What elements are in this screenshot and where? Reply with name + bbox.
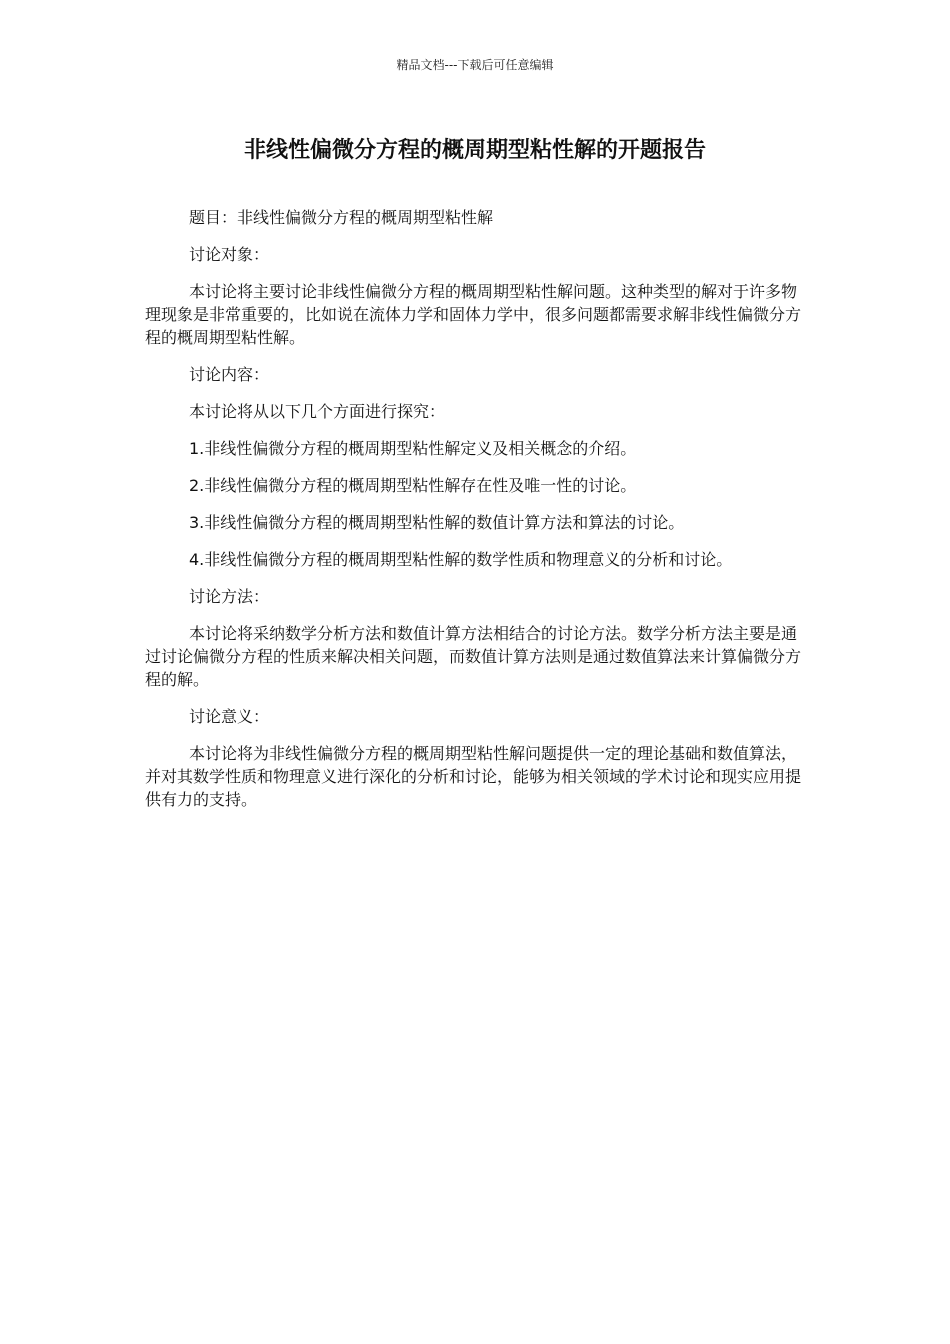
section-heading-object: 讨论对象： (189, 245, 270, 264)
section-heading-significance: 讨论意义： (189, 707, 270, 726)
section-heading-method: 讨论方法： (189, 587, 270, 606)
paragraph-significance: 本讨论将为非线性偏微分方程的概周期型粘性解问题提供一定的理论基础和数值算法，并对其数学性质和物理意义进行深化的分析和讨论，能够为相关领域的学术讨论和现实应用提供有力的支持。 (145, 744, 802, 809)
paragraph-content-intro: 本讨论将从以下几个方面进行探究： (189, 402, 446, 421)
list-item: 2.非线性偏微分方程的概周期型粘性解存在性及唯一性的讨论。 (189, 476, 637, 495)
header-note: 精品文档---下载后可任意编辑 (396, 58, 554, 72)
subject-line: 题目：非线性偏微分方程的概周期型粘性解 (189, 208, 494, 227)
document-body (145, 206, 805, 825)
list-item: 4.非线性偏微分方程的概周期型粘性解的数学性质和物理意义的分析和讨论。 (189, 550, 733, 569)
paragraph-object: 本讨论将主要讨论非线性偏微分方程的概周期型粘性解问题。这种类型的解对于许多物理现象是非常重要的，比如说在流体力学和固体力学中，很多问题都需要求解非线性偏微分方程的概周期型粘性解。 (145, 282, 802, 347)
section-heading-content: 讨论内容： (189, 365, 270, 384)
list-item: 3.非线性偏微分方程的概周期型粘性解的数值计算方法和算法的讨论。 (189, 513, 685, 532)
document-title: 非线性偏微分方程的概周期型粘性解的开题报告 (243, 138, 706, 163)
paragraph-method: 本讨论将采纳数学分析方法和数值计算方法相结合的讨论方法。数学分析方法主要是通过讨论偏微分方程的性质来解决相关问题，而数值计算方法则是通过数值算法来计算偏微分方程的解。 (145, 624, 802, 689)
list-item: 1.非线性偏微分方程的概周期型粘性解定义及相关概念的介绍。 (189, 439, 637, 458)
